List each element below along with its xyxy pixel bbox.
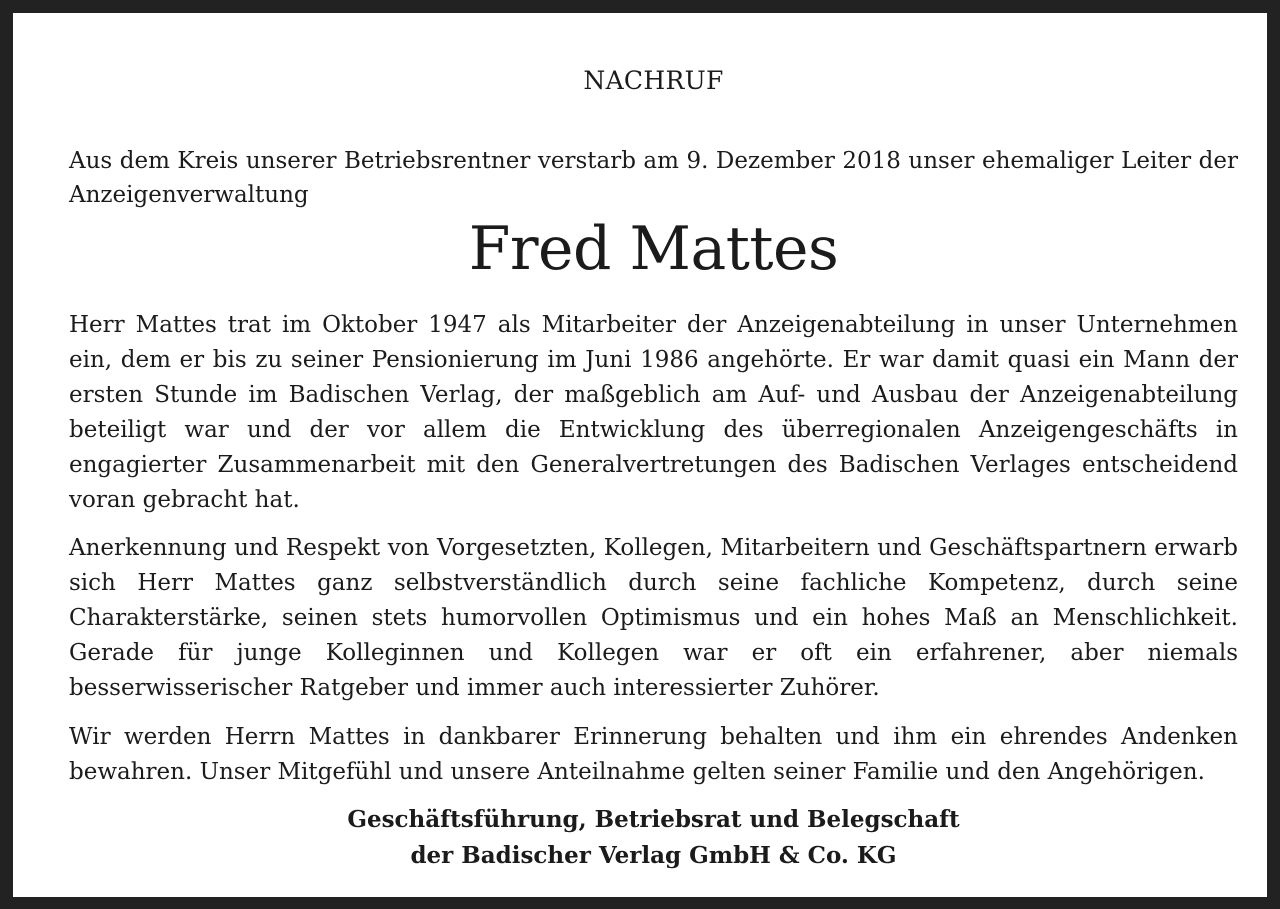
paragraph-character: Anerkennung und Respekt von Vorgesetzten, Kollegen, Mitarbeitern und Geschäftspartnern erwarb sich Herr Mattes ganz selbstverständlich durch seine fachliche Kompetenz, durch seine Charakterstärke, seinen stets humorvollen Optimismus und ein hohes Maß an Menschlichkeit. Gerade für junge Kolleginnen und Kollegen war er oft ein erfahrener, aber niemals besserwisserischer Ratgeber und immer auch interessierter Zuhörer. <box>69 535 1238 701</box>
signature-block <box>69 802 1238 874</box>
signature-line-1: Geschäftsführung, Betriebsrat und Belegschaft <box>347 806 960 833</box>
notice-heading: NACHRUF <box>583 66 724 95</box>
paragraph-remembrance: Wir werden Herrn Mattes in dankbarer Erinnerung behalten und ihm ein ehrendes Andenken bewahren. Unser Mitgefühl und unsere Anteilnahme gelten seiner Familie und den Angehörigen. <box>69 724 1238 785</box>
paragraph-career: Herr Mattes trat im Oktober 1947 als Mitarbeiter der Anzeigenabteilung in unser Unternehmen ein, dem er bis zu seiner Pensionierung im Juni 1986 angehörte. Er war damit quasi ein Mann der ersten Stunde im Badischen Verlag, der maßgeblich am Auf- und Ausbau der Anzeigenabteilung beteiligt war und der vor allem die Entwicklung des überregionalen Anzeigengeschäfts in engagierter Zusammenarbeit mit den Generalvertretungen des Badischen Verlages entscheidend voran gebracht hat. <box>69 312 1238 513</box>
signature-line-2: der Badischer Verlag GmbH & Co. KG <box>410 842 897 869</box>
intro-text: Aus dem Kreis unserer Betriebsrentner verstarb am 9. Dezember 2018 unser ehemaliger Leiter der Anzeigenverwaltung <box>69 148 1238 208</box>
deceased-name: Fred Mattes <box>468 214 839 284</box>
